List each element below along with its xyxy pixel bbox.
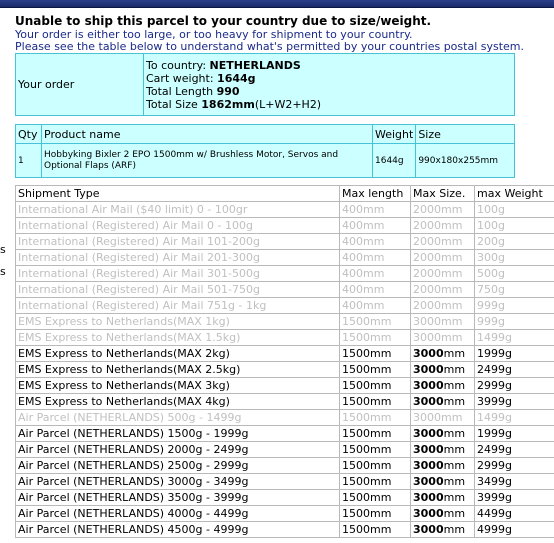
shipment-row bbox=[16, 282, 554, 298]
order-details bbox=[144, 54, 515, 116]
shipment-row bbox=[16, 266, 554, 282]
error-headline: Unable to ship this parcel to your country due to size/weight. bbox=[15, 14, 432, 28]
shipment-type: International (Registered) Air Mail 201-300g bbox=[16, 250, 340, 266]
max-size: 3000mm bbox=[411, 394, 475, 410]
shipment-type: International (Registered) Air Mail 501-750g bbox=[16, 282, 340, 298]
max-size: 3000mm bbox=[411, 314, 475, 330]
total-length: Total Length 990 bbox=[146, 84, 240, 98]
order-label: Your order bbox=[16, 54, 144, 116]
weight-header: Weight bbox=[373, 125, 416, 144]
max-weight-header: max Weight bbox=[475, 186, 554, 202]
shipment-type: International Air Mail ($40 limit) 0 - 100gr bbox=[16, 202, 340, 218]
max-size: 3000mm bbox=[411, 426, 475, 442]
max-length: 1500mm bbox=[340, 394, 411, 410]
max-length: 1500mm bbox=[340, 362, 411, 378]
max-size: 3000mm bbox=[411, 410, 475, 426]
shipment-type: Air Parcel (NETHERLANDS) 3500g - 3999g bbox=[16, 490, 340, 506]
shipment-row bbox=[16, 410, 554, 426]
max-weight: 1999g bbox=[475, 426, 554, 442]
max-size: 2000mm bbox=[411, 298, 475, 314]
product-table bbox=[15, 124, 515, 178]
max-size: 3000mm bbox=[411, 442, 475, 458]
max-length: 1500mm bbox=[340, 490, 411, 506]
max-size: 3000mm bbox=[411, 458, 475, 474]
max-weight: 3999g bbox=[475, 394, 554, 410]
max-size: 3000mm bbox=[411, 330, 475, 346]
order-summary-table bbox=[15, 53, 515, 116]
max-length: 400mm bbox=[340, 250, 411, 266]
gutter-text-fragment: s bbox=[0, 265, 6, 278]
max-weight: 2499g bbox=[475, 442, 554, 458]
shipment-type: Air Parcel (NETHERLANDS) 4000g - 4499g bbox=[16, 506, 340, 522]
product-name-header: Product name bbox=[42, 125, 373, 144]
max-length: 1500mm bbox=[340, 314, 411, 330]
shipment-row bbox=[16, 426, 554, 442]
shipment-row bbox=[16, 218, 554, 234]
shipment-type: Air Parcel (NETHERLANDS) 500g - 1499g bbox=[16, 410, 340, 426]
max-size: 2000mm bbox=[411, 250, 475, 266]
max-weight: 1499g bbox=[475, 330, 554, 346]
max-size: 2000mm bbox=[411, 266, 475, 282]
max-weight: 300g bbox=[475, 250, 554, 266]
max-size: 3000mm bbox=[411, 506, 475, 522]
max-weight: 2999g bbox=[475, 378, 554, 394]
shipment-row bbox=[16, 250, 554, 266]
max-weight: 1999g bbox=[475, 346, 554, 362]
shipment-type: EMS Express to Netherlands(MAX 2.5kg) bbox=[16, 362, 340, 378]
max-length: 400mm bbox=[340, 282, 411, 298]
product-name: Hobbyking Bixler 2 EPO 1500mm w/ Brushless Motor, Servos and Optional Flaps (ARF) bbox=[42, 144, 373, 178]
shipment-row bbox=[16, 314, 554, 330]
shipment-type: EMS Express to Netherlands(MAX 4kg) bbox=[16, 394, 340, 410]
max-weight: 1499g bbox=[475, 410, 554, 426]
max-size: 3000mm bbox=[411, 474, 475, 490]
shipment-type: EMS Express to Netherlands(MAX 1.5kg) bbox=[16, 330, 340, 346]
gutter-text-fragment: s bbox=[0, 243, 6, 256]
max-weight: 4999g bbox=[475, 522, 554, 538]
shipment-type: International (Registered) Air Mail 0 - 100g bbox=[16, 218, 340, 234]
shipment-type: Air Parcel (NETHERLANDS) 4500g - 4999g bbox=[16, 522, 340, 538]
shipment-row bbox=[16, 346, 554, 362]
shipment-row bbox=[16, 474, 554, 490]
shipment-row bbox=[16, 234, 554, 250]
max-length: 1500mm bbox=[340, 506, 411, 522]
max-size: 2000mm bbox=[411, 282, 475, 298]
shipment-row bbox=[16, 522, 554, 538]
product-size: 990x180x255mm bbox=[416, 144, 515, 178]
max-weight: 100g bbox=[475, 218, 554, 234]
shipment-type: International (Registered) Air Mail 301-500g bbox=[16, 266, 340, 282]
max-weight: 4499g bbox=[475, 506, 554, 522]
shipment-type: International (Registered) Air Mail 751g - 1kg bbox=[16, 298, 340, 314]
max-length: 1500mm bbox=[340, 474, 411, 490]
shipment-table-header bbox=[16, 186, 554, 202]
max-weight: 999g bbox=[475, 298, 554, 314]
shipment-type: International (Registered) Air Mail 101-200g bbox=[16, 234, 340, 250]
max-size: 3000mm bbox=[411, 522, 475, 538]
max-weight: 3999g bbox=[475, 490, 554, 506]
product-weight: 1644g bbox=[373, 144, 416, 178]
destination-country: To country: NETHERLANDS bbox=[146, 58, 301, 72]
total-size: Total Size 1862mm(L+W2+H2) bbox=[146, 97, 322, 111]
shipment-type: EMS Express to Netherlands(MAX 2kg) bbox=[16, 346, 340, 362]
shipment-row bbox=[16, 298, 554, 314]
max-size: 2000mm bbox=[411, 234, 475, 250]
shipment-row bbox=[16, 202, 554, 218]
max-weight: 3499g bbox=[475, 474, 554, 490]
max-weight: 750g bbox=[475, 282, 554, 298]
shipment-row bbox=[16, 378, 554, 394]
max-length: 1500mm bbox=[340, 522, 411, 538]
max-length: 1500mm bbox=[340, 458, 411, 474]
max-length: 1500mm bbox=[340, 330, 411, 346]
max-size: 3000mm bbox=[411, 378, 475, 394]
max-length: 400mm bbox=[340, 266, 411, 282]
product-table-header bbox=[16, 125, 515, 144]
max-size: 2000mm bbox=[411, 202, 475, 218]
header-bar bbox=[0, 0, 554, 8]
max-size: 3000mm bbox=[411, 490, 475, 506]
max-length: 1500mm bbox=[340, 426, 411, 442]
shipment-row bbox=[16, 362, 554, 378]
shipment-row bbox=[16, 442, 554, 458]
error-explanation: Your order is either too large, or too heavy for shipment to your country. bbox=[15, 28, 413, 41]
max-weight: 500g bbox=[475, 266, 554, 282]
max-weight: 200g bbox=[475, 234, 554, 250]
max-length-header: Max length bbox=[340, 186, 411, 202]
shipment-type: Air Parcel (NETHERLANDS) 2500g - 2999g bbox=[16, 458, 340, 474]
max-length: 400mm bbox=[340, 298, 411, 314]
max-size: 2000mm bbox=[411, 218, 475, 234]
size-header: Size bbox=[416, 125, 515, 144]
max-size: 3000mm bbox=[411, 362, 475, 378]
shipment-type: Air Parcel (NETHERLANDS) 3000g - 3499g bbox=[16, 474, 340, 490]
max-length: 400mm bbox=[340, 202, 411, 218]
max-length: 1500mm bbox=[340, 410, 411, 426]
shipment-row bbox=[16, 394, 554, 410]
max-length: 1500mm bbox=[340, 378, 411, 394]
product-qty: 1 bbox=[16, 144, 42, 178]
max-length: 1500mm bbox=[340, 346, 411, 362]
max-weight: 100g bbox=[475, 202, 554, 218]
product-row bbox=[16, 144, 515, 178]
max-size: 3000mm bbox=[411, 346, 475, 362]
max-weight: 999g bbox=[475, 314, 554, 330]
shipment-row bbox=[16, 506, 554, 522]
qty-header: Qty bbox=[16, 125, 42, 144]
shipment-type: EMS Express to Netherlands(MAX 1kg) bbox=[16, 314, 340, 330]
shipment-type: EMS Express to Netherlands(MAX 3kg) bbox=[16, 378, 340, 394]
shipment-row bbox=[16, 458, 554, 474]
max-size-header: Max Size. bbox=[411, 186, 475, 202]
cart-weight: Cart weight: 1644g bbox=[146, 71, 256, 85]
shipment-row bbox=[16, 490, 554, 506]
shipment-options-table bbox=[15, 185, 554, 538]
max-weight: 2999g bbox=[475, 458, 554, 474]
shipment-type-header: Shipment Type bbox=[16, 186, 340, 202]
shipment-type: Air Parcel (NETHERLANDS) 2000g - 2499g bbox=[16, 442, 340, 458]
max-weight: 2499g bbox=[475, 362, 554, 378]
error-instruction: Please see the table below to understand what's permitted by your countries postal system. bbox=[15, 40, 525, 53]
shipment-row bbox=[16, 330, 554, 346]
max-length: 400mm bbox=[340, 234, 411, 250]
max-length: 400mm bbox=[340, 218, 411, 234]
shipment-type: Air Parcel (NETHERLANDS) 1500g - 1999g bbox=[16, 426, 340, 442]
max-length: 1500mm bbox=[340, 442, 411, 458]
shipment-rows bbox=[16, 202, 554, 538]
